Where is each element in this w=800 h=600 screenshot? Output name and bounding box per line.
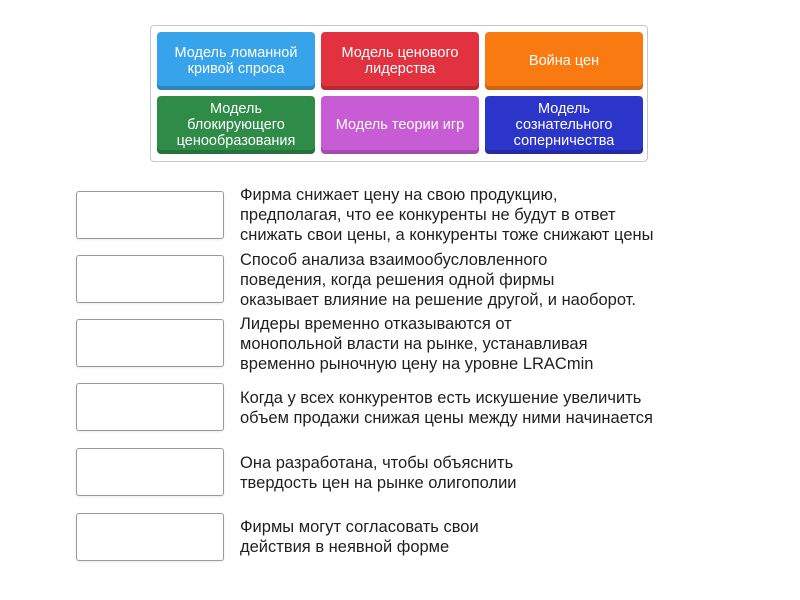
match-description-1: Фирма снижает цену на свою продукцию, предполагая, что ее конкуренты не будут в ответ снижать свои цены, а конкуренты тоже снижают цены: [240, 186, 654, 244]
tile-conscious-rivalry-model[interactable]: Модель сознательного соперничества: [485, 96, 643, 154]
match-description-6: Фирмы могут согласовать свои действия в неявной форме: [240, 518, 479, 556]
tile-kinked-demand-model[interactable]: Модель ломанной кривой спроса: [157, 32, 315, 90]
tile-price-leadership-model[interactable]: Модель ценового лидерства: [321, 32, 479, 90]
drop-box-5[interactable]: [76, 448, 224, 496]
match-description-5: Она разработана, чтобы объяснить твердость цен на рынке олигополии: [240, 454, 517, 492]
drop-box-3[interactable]: [76, 319, 224, 367]
answer-tiles-panel: [150, 25, 648, 162]
tile-game-theory-model[interactable]: Модель теории игр: [321, 96, 479, 154]
drop-box-2[interactable]: [76, 255, 224, 303]
match-description-2: Способ анализа взаимообусловленного поведения, когда решения одной фирмы оказывает влияние на решение другой, и наоборот.: [240, 251, 636, 309]
tile-limit-pricing-model[interactable]: Модель блокирующего ценообразования: [157, 96, 315, 154]
drop-box-4[interactable]: [76, 383, 224, 431]
tile-price-war[interactable]: Война цен: [485, 32, 643, 90]
match-description-3: Лидеры временно отказываются от монопольной власти на рынке, устанавливая временно рыночную цену на уровне LRACmin: [240, 315, 594, 373]
drop-box-6[interactable]: [76, 513, 224, 561]
match-description-4: Когда у всех конкурентов есть искушение увеличить объем продажи снижая цены между ними начинается: [240, 389, 653, 427]
drop-box-1[interactable]: [76, 191, 224, 239]
